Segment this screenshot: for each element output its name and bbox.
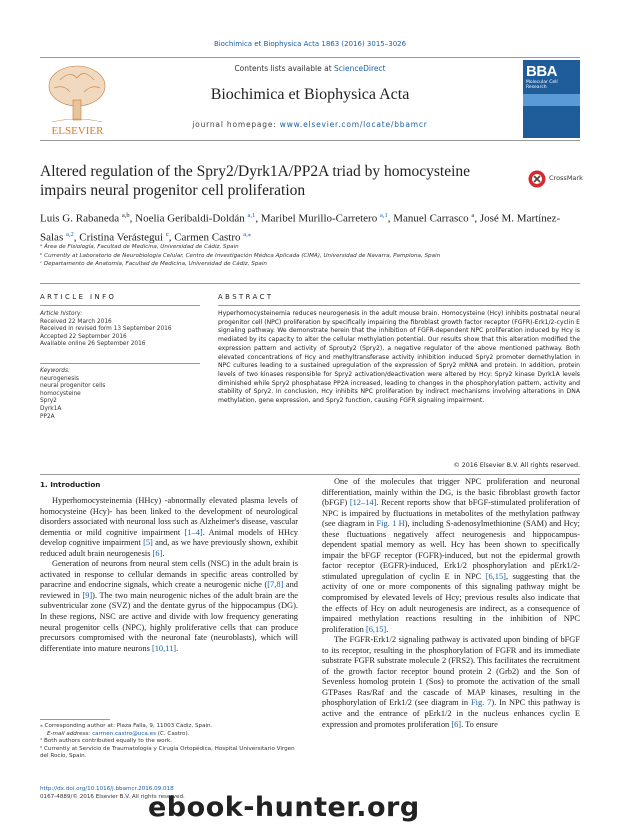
abstract-divider — [218, 305, 580, 306]
citation-link[interactable]: [7,8] — [267, 580, 284, 590]
author-affiliation-marker: a — [471, 212, 475, 219]
email-label: E-mail address: — [47, 730, 93, 737]
footnote-1: ¹ Both authors contributed equally to the work. — [40, 738, 172, 745]
author-affiliation-marker[interactable]: a,1 — [379, 212, 388, 219]
cover-subtitle: Molecular Cell Research — [526, 80, 558, 90]
crossmark-label: CrossMark — [549, 174, 583, 182]
homepage-prefix: journal homepage: — [192, 120, 280, 129]
footnote-divider — [40, 719, 110, 720]
body-paragraph: One of the molecules that trigger NPC proliferation and neuronal differentiation, mainly within the DG, is the basic fibroblast growth factor (bFGF) [12–14]. Recent reports show that bFGF-stimulated proliferation of NPC is impaired by fluctuations in metabolites of the methylation pathway (see diagram in Fig. 1 H), including S-adenosylmethionine (SAM) and Hcy; these fluctuations negatively affect neurogenesis and hippocampus-dependent spatial memory as well. Hcy has been shown to specifically impair the bFGF receptor (FGFR)-induced, but not the epidermal growth factor receptor (EGFR)-induced, Erk1/2 phosphorylation and pErk1/2-stimulated upregulation of cyclin E in NPC [6,15], suggesting that the activity of one or more components of this signaling pathway might be compromised by elevated levels of Hcy; previous results also indicate that the effects of Hcy on adult neurogenesis are indirect, as a consequence of impaired methylation reactions resulting in the inhibition of NPC proliferation [6,15]. — [322, 477, 580, 634]
homepage-link[interactable]: www.elsevier.com/locate/bbamcr — [279, 120, 428, 129]
citation-link[interactable]: [6] — [451, 719, 462, 729]
info-divider — [40, 305, 200, 306]
journal-title: Biochimica et Biophysica Acta — [210, 86, 410, 103]
history-revised: Received in revised form 13 September 2016 — [40, 326, 172, 333]
author-affiliation-marker[interactable]: a,2 — [65, 230, 74, 238]
issn-line: 0167-4889/© 2016 Elsevier B.V. All rights reserved. — [40, 793, 185, 800]
cover-band — [523, 94, 580, 106]
body-paragraph: Generation of neurons from neural stem cells (NSC) in the adult brain is activated in response to cellular demands in specific areas controlled by paracrine and endocrine signals, which create a neurogenic niche ([7,8] and reviewed in [9]). The two main neurogenic niches of the adult brain are the subventricular zone (SVZ) and the dentate gyrus of the hippocampus (DG). In these regions, NSC are active and divide with low frequency generating neural progenitor cells (NPC), highly proliferative cells that can produce precursors compromised with the neuronal fate (neuroblasts), which will differentiate into mature neurons [10,11]. — [40, 559, 298, 653]
introduction-heading: 1. Introduction — [40, 480, 101, 489]
email-link[interactable]: carmen.castro@uca.es — [92, 730, 156, 737]
elsevier-tree-icon — [40, 60, 115, 138]
author-affiliation-marker: c — [165, 230, 169, 238]
elsevier-logo — [40, 60, 115, 138]
keyword: neural progenitor cells — [40, 383, 106, 390]
left-column — [40, 496, 298, 654]
citation-link[interactable]: [12–14] — [349, 498, 377, 508]
email-suffix: (C. Castro). — [155, 730, 190, 737]
affiliation-b: ᵇ Currently at Laboratorio de Neurobiología Celular, Centro de Investigación Médica Aplicada (CIMA), Universidad de Navarra, Pamplona, Spain — [40, 252, 441, 259]
citation-link[interactable]: Fig. 7 — [470, 698, 492, 708]
author-affiliation-marker[interactable]: a,⁎ — [243, 230, 252, 238]
article-history — [40, 311, 200, 349]
keyword: Spry2 — [40, 398, 57, 405]
keywords-label: Keywords: — [40, 368, 70, 374]
journal-reference[interactable]: Biochimica et Biophysica Acta 1863 (2016) 3015–3026 — [213, 40, 407, 48]
keywords-divider — [40, 363, 200, 364]
sciencedirect-link[interactable]: ScienceDirect — [334, 64, 386, 73]
keyword: PP2A — [40, 413, 55, 420]
citation-link[interactable]: [1–4] — [184, 527, 203, 537]
article-info-heading: ARTICLE INFO — [40, 293, 117, 301]
abstract-heading: ABSTRACT — [218, 293, 274, 301]
footnotes — [40, 723, 298, 761]
copyright: © 2016 Elsevier B.V. All rights reserved. — [453, 462, 580, 469]
citation-link[interactable]: [5] — [143, 538, 153, 548]
author-list: Luis G. Rabaneda $^{a,b}$, Noelia Geribaldi-Doldán $^{a,1}$, Maribel Murillo-Carretero $^{a,1}$, Manuel Carrasco $^a$, José M. Martínez-Salas $^{a,2}$, Cristina Verástegui $^c$, Carmen Castro $^{a,⁎}$ — [40, 212, 561, 244]
citation-link[interactable]: [9] — [82, 590, 93, 600]
history-label: Article history: — [40, 311, 83, 317]
right-column — [322, 477, 580, 730]
svg-text:ELSEVIER: ELSEVIER — [51, 125, 104, 137]
author-affiliation-marker: a,b — [121, 212, 130, 219]
citation-link[interactable]: [6] — [152, 548, 163, 558]
affiliation-c: ᶜ Departamento de Anatomía, Facultad de Medicina, Universidad de Cádiz, Spain — [40, 261, 267, 267]
body-paragraph: Hyperhomocysteinemia (HHcy) -abnormally elevated plasma levels of homocysteine (Hcy)- has been linked to the development of neurological disorders associated with neuronal loss such as Alzheimer's disease, vascular dementia or mild cognitive impairment [1–4]. Animal models of HHcy develop cognitive impairment [5] and, as we have previously shown, exhibit reduced adult brain neurogenesis [6]. — [40, 496, 298, 558]
keyword: homocysteine — [40, 390, 81, 397]
abstract-text: Hyperhomocysteinemia reduces neurogenesis in the adult mouse brain. Homocysteine (Hcy) inhibits postnatal neural progenitor cell (NPC) proliferation by specifically impairing the fibroblast growth factor receptor (FGFR)-Erk1/2-cyclin E signaling pathway. We demonstrate herein that the inhibition of FGFR-dependent NPC proliferation induced by Hcy is mediated by its capacity to alter the cellular methylation potential. Our results show that this alteration modified the expression pattern and activity of Sprouty2 (Spry2), a negative regulator of the above mentioned pathway. Both elevated concentrations of Hcy and methyltransferase activity inhibition induced Spry2 promoter demethylation in NPC cultures leading to a sustained upregulation of the expression of Spry2 mRNA and protein. In addition, protein levels of two kinases responsible for Spry2 activation/deactivation were altered by Hcy: Spry2 kinase Dyrk1A levels diminished while Spry2 phosphatase PP2A increased, leading to changes in the phosphorylation pattern, activity and stability of Spry2. In conclusion, Hcy inhibits NPC proliferation by indirect mechanisms involving alterations in DNA methylation, gene expression, and Spry2 function, causing FGFR signaling impairment. — [218, 310, 580, 405]
footnote-2: ² Currently at Servicio de Traumatología y Cirugía Ortopédica, Hospital Universitario Virgen del Rocío, Spain. — [40, 745, 295, 760]
affiliations — [40, 243, 580, 269]
keywords — [40, 368, 200, 421]
crossmark-icon — [528, 170, 546, 188]
author-affiliation-marker[interactable]: a,1 — [247, 212, 256, 219]
homepage-line — [130, 120, 490, 129]
keyword: Dyrk1A — [40, 405, 62, 412]
history-online: Available online 26 September 2016 — [40, 341, 146, 348]
history-accepted: Accepted 22 September 2016 — [40, 333, 127, 340]
contents-line — [130, 64, 490, 73]
affiliation-a: ᵃ Área de Fisiología, Facultad de Medicina, Universidad de Cádiz, Spain — [40, 244, 239, 250]
citation-link[interactable]: [6,15] — [365, 624, 387, 634]
cover-title: BBA — [526, 63, 557, 80]
bottom-divider — [40, 474, 580, 475]
article-title: Altered regulation of the Spry2/Dyrk1A/PP2A triad by homocysteine impairs neural progenitor cell proliferation — [40, 163, 471, 199]
watermark: ebook-hunter.org — [148, 792, 420, 823]
journal-cover — [523, 60, 580, 138]
citation-link[interactable]: [10,11] — [151, 643, 177, 653]
doi-link[interactable]: http://dx.doi.org/10.1016/j.bbamcr.2016.09.018 — [40, 786, 174, 792]
body-paragraph: The FGFR-Erk1/2 signaling pathway is activated upon binding of bFGF to its receptor, resulting in the phosphorylation of FGFR and its immediate substrate FGFR substrate molecule 2 (FRS2). This facilitates the recruitment of the growth factor receptor bound protein 2 (Grb2) and the Son of Sevenless homolog protein 1 (Sos) to promote the activation of the small GTPases Ras/Raf and the cascade of MAP kinases, resulting in the phosphorylation of Erk1/2 (see diagram in Fig. 7). In NPC this pathway is active and the entrance of pErk1/2 in the nucleus enhances cyclin E expression and promotes proliferation [6]. To ensure — [322, 635, 580, 729]
citation-link[interactable]: [6,15] — [485, 571, 506, 581]
keyword: neurogenesis — [40, 375, 79, 382]
top-divider — [40, 283, 580, 284]
citation-link[interactable]: Fig. 1 H — [376, 519, 405, 529]
history-received: Received 22 March 2016 — [40, 318, 112, 325]
footnote-corresponding: ⁎ Corresponding author at: Plaza Falla, 9, 11003 Cádiz, Spain. — [40, 723, 213, 729]
crossmark-button[interactable] — [528, 168, 582, 190]
contents-prefix: Contents lists available at — [234, 64, 335, 73]
